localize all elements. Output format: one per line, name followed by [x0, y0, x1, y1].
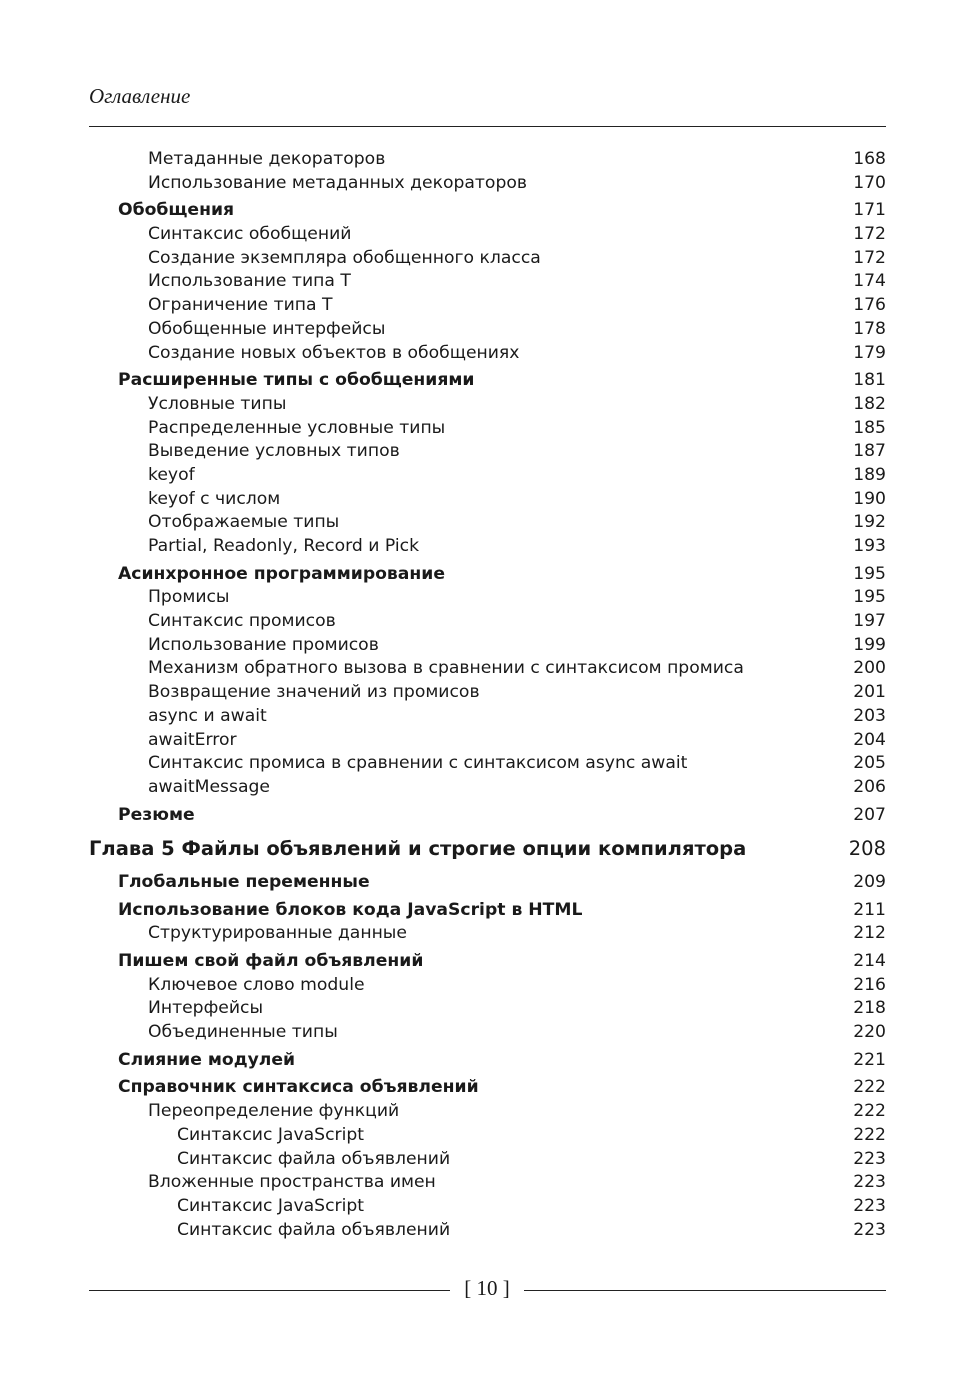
- toc-entry-page: 170: [853, 172, 886, 193]
- toc-entry-title: Использование типа T: [148, 271, 351, 292]
- toc-entry[interactable]: [89, 511, 886, 535]
- toc-entry-page: 190: [853, 488, 886, 509]
- toc-entry-page: 222: [853, 1077, 886, 1098]
- toc-entry[interactable]: [89, 634, 886, 658]
- toc-entry[interactable]: [89, 974, 886, 998]
- toc-entry-title: Partial, Readonly, Record и Pick: [148, 536, 420, 556]
- toc-entry-title: awaitError: [148, 729, 237, 750]
- toc-entry-title: Ключевое слово module: [148, 974, 365, 995]
- toc-entry[interactable]: [89, 681, 886, 705]
- toc-entry-title: Объединенные типы: [148, 1022, 338, 1043]
- toc-entry-title: Метаданные декораторов: [148, 149, 386, 169]
- toc-entry-title: Синтаксис обобщений: [148, 224, 352, 245]
- toc-entry-page: 200: [853, 658, 886, 679]
- toc-entry[interactable]: [89, 950, 886, 974]
- page-number: [ 10 ]: [464, 1276, 510, 1300]
- toc-entry-title: Механизм обратного вызова в сравнении с синтаксисом промиса: [148, 658, 744, 679]
- toc-entry-page: 176: [853, 295, 886, 316]
- toc-entry-title: Отображаемые типы: [148, 512, 340, 533]
- toc-entry[interactable]: [89, 417, 886, 441]
- toc-entry-page: 220: [853, 1022, 886, 1043]
- toc-entry-title: Условные типы: [148, 393, 287, 414]
- toc-entry[interactable]: [89, 223, 886, 247]
- toc-entry-page: 168: [853, 149, 886, 169]
- toc-entry[interactable]: [89, 997, 886, 1021]
- toc-entry-title: Синтаксис JavaScript: [177, 1195, 365, 1216]
- toc-entry-title: async и await: [148, 705, 267, 726]
- toc-entry[interactable]: [89, 729, 886, 753]
- toc-entry-title: Ограничение типа T: [148, 295, 333, 316]
- toc-entry-page: 171: [853, 200, 886, 221]
- toc-entry[interactable]: [89, 440, 886, 464]
- toc-entry-page: 199: [853, 634, 886, 655]
- toc-entry-page: 209: [853, 871, 886, 892]
- toc-entry-page: 223: [853, 1172, 886, 1193]
- toc-entry-title: keyof с числом: [148, 488, 281, 509]
- toc-entry[interactable]: [89, 1100, 886, 1124]
- running-head-title: Оглавление: [89, 84, 191, 108]
- toc-entry-title: keyof: [148, 464, 195, 485]
- toc-entry[interactable]: [89, 294, 886, 318]
- toc-entry-title: Создание экземпляра обобщенного класса: [148, 247, 541, 268]
- toc-entry[interactable]: [89, 752, 886, 776]
- toc-chapter-entry[interactable]: [89, 837, 886, 861]
- toc-entry-page: 179: [853, 342, 886, 363]
- toc-entry[interactable]: [89, 1219, 886, 1243]
- toc-entry-page: 211: [853, 899, 886, 920]
- toc-entry[interactable]: [89, 342, 886, 366]
- toc-entry-title: Синтаксис файла объявлений: [177, 1219, 451, 1240]
- toc-entry[interactable]: [89, 318, 886, 342]
- toc-entry-page: 182: [853, 393, 886, 414]
- toc-entry-title: Возвращение значений из промисов: [148, 682, 480, 703]
- toc-entry[interactable]: [89, 393, 886, 417]
- toc-entry-page: 195: [853, 587, 886, 608]
- toc-entry-page: 212: [853, 923, 886, 944]
- toc-entry[interactable]: [89, 270, 886, 294]
- toc-entry-page: 218: [853, 998, 886, 1019]
- toc-entry-page: 172: [853, 247, 886, 268]
- toc-entry-title: Резюме: [118, 804, 195, 825]
- toc-entry-page: 208: [848, 837, 886, 861]
- toc-entry-title: Обобщенные интерфейсы: [148, 318, 386, 339]
- toc-entry-page: 204: [853, 729, 886, 750]
- footer-rule-right: [524, 1290, 886, 1291]
- toc-entry[interactable]: [89, 464, 886, 488]
- toc-entry-page: 201: [853, 682, 886, 703]
- toc-entry-page: 214: [853, 951, 886, 971]
- header-rule: [89, 126, 886, 127]
- toc-entry[interactable]: [89, 610, 886, 634]
- toc-entry-page: 222: [853, 1101, 886, 1122]
- toc-entry-title: Использование метаданных декораторов: [148, 172, 527, 193]
- toc-entry[interactable]: [89, 148, 886, 172]
- toc-entry-title: Глава 5 Файлы объявлений и строгие опции компилятора: [89, 837, 747, 861]
- toc-entry-title: Синтаксис JavaScript: [177, 1124, 365, 1145]
- toc-entry[interactable]: [89, 1171, 886, 1195]
- footer-rule-left: [89, 1290, 450, 1291]
- toc-entry[interactable]: [89, 804, 886, 828]
- toc-entry-page: 181: [853, 370, 886, 391]
- toc-entry-page: 203: [853, 705, 886, 726]
- toc-entry[interactable]: [89, 247, 886, 271]
- toc-entry-title: Синтаксис файла объявлений: [177, 1148, 451, 1169]
- toc-entry[interactable]: [89, 563, 886, 587]
- toc-entry-title: Структурированные данные: [148, 923, 407, 944]
- toc-entry[interactable]: [89, 657, 886, 681]
- toc-entry-title: Расширенные типы с обобщениями: [118, 370, 475, 391]
- toc-entry[interactable]: [89, 1148, 886, 1172]
- toc-entry-title: Вложенные пространства имен: [148, 1172, 436, 1193]
- page-footer: [89, 1274, 886, 1302]
- toc-entry-page: 185: [853, 417, 886, 438]
- toc-entry-title: Справочник синтаксиса объявлений: [118, 1077, 479, 1098]
- toc-entry-page: 197: [853, 611, 886, 632]
- toc-entry-page: 206: [853, 776, 886, 797]
- toc-entry-page: 221: [853, 1049, 886, 1070]
- toc-entry-page: 174: [853, 271, 886, 292]
- table-of-contents: [89, 148, 886, 1242]
- toc-entry[interactable]: [89, 1195, 886, 1219]
- toc-entry[interactable]: [89, 1049, 886, 1073]
- toc-entry-title: Использование промисов: [148, 634, 379, 655]
- toc-entry[interactable]: [89, 199, 886, 223]
- toc-entry[interactable]: [89, 535, 886, 559]
- toc-entry-page: 192: [853, 512, 886, 533]
- toc-entry-title: Слияние модулей: [118, 1049, 296, 1070]
- toc-entry[interactable]: [89, 1021, 886, 1045]
- toc-entry[interactable]: [89, 776, 886, 800]
- toc-entry-page: 205: [853, 753, 886, 774]
- toc-entry-title: Обобщения: [118, 200, 235, 221]
- toc-entry-page: 207: [853, 804, 886, 825]
- toc-entry-page: 223: [853, 1219, 886, 1240]
- toc-entry[interactable]: [89, 1076, 886, 1100]
- toc-entry-title: Промисы: [148, 587, 230, 608]
- toc-entry[interactable]: [89, 922, 886, 946]
- toc-entry-title: Синтаксис промиса в сравнении с синтаксисом async await: [148, 753, 688, 774]
- toc-entry-page: 195: [853, 563, 886, 584]
- toc-entry[interactable]: [89, 369, 886, 393]
- toc-entry[interactable]: [89, 871, 886, 895]
- toc-entry-title: Глобальные переменные: [118, 871, 370, 892]
- toc-entry-title: Пишем свой файл объявлений: [118, 951, 424, 971]
- toc-entry-page: 193: [853, 536, 886, 556]
- toc-entry-page: 223: [853, 1148, 886, 1169]
- toc-entry-title: Создание новых объектов в обобщениях: [148, 342, 520, 363]
- toc-entry[interactable]: [89, 705, 886, 729]
- toc-entry-title: awaitMessage: [148, 776, 270, 797]
- toc-entry-page: 223: [853, 1195, 886, 1216]
- toc-entry-page: 222: [853, 1124, 886, 1145]
- toc-entry-title: Переопределение функций: [148, 1101, 400, 1122]
- toc-entry-title: Использование блоков кода JavaScript в HTML: [118, 899, 583, 920]
- toc-entry-title: Распределенные условные типы: [148, 417, 446, 438]
- toc-entry[interactable]: [89, 488, 886, 512]
- toc-entry-title: Выведение условных типов: [148, 441, 400, 462]
- toc-entry-page: 216: [853, 974, 886, 995]
- toc-entry-page: 187: [853, 441, 886, 462]
- toc-entry-page: 178: [853, 318, 886, 339]
- toc-entry-page: 172: [853, 224, 886, 245]
- toc-entry[interactable]: [89, 1124, 886, 1148]
- toc-entry[interactable]: [89, 172, 886, 196]
- toc-entry-title: Асинхронное программирование: [118, 563, 445, 584]
- toc-entry-title: Синтаксис промисов: [148, 611, 336, 632]
- toc-entry[interactable]: [89, 586, 886, 610]
- toc-entry-page: 189: [853, 464, 886, 485]
- toc-entry-title: Интерфейсы: [148, 998, 264, 1019]
- toc-entry[interactable]: [89, 899, 886, 923]
